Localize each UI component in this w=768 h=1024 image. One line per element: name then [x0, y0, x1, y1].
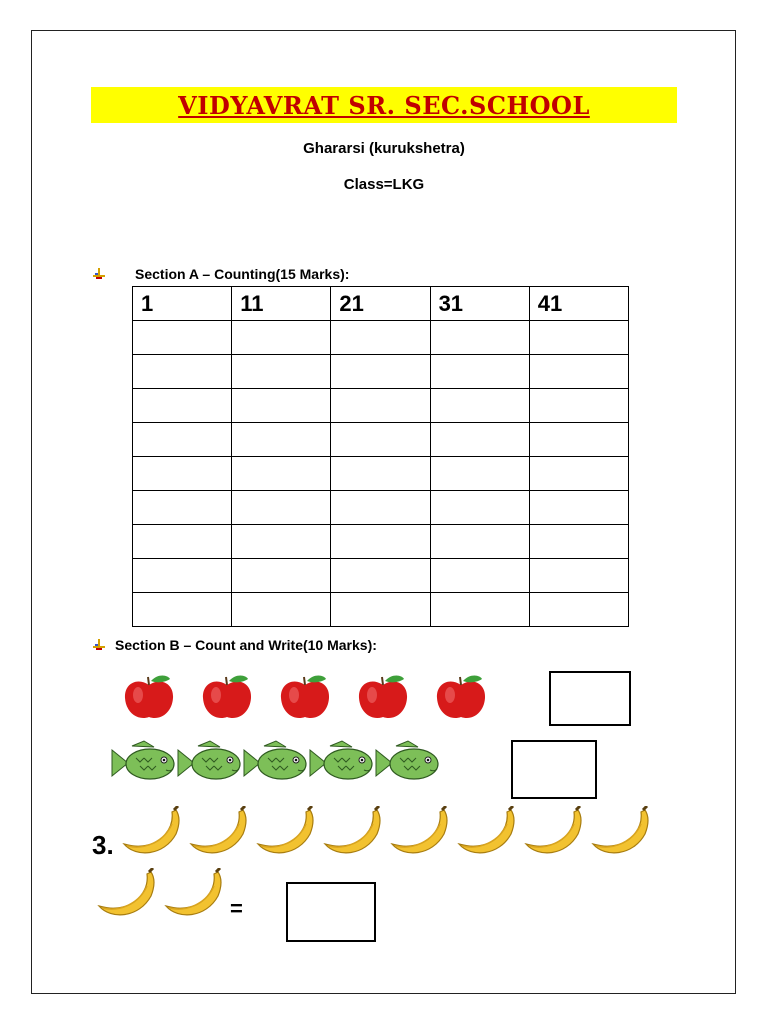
banana-icon: [187, 806, 251, 860]
blank-answer-cell[interactable]: [232, 491, 331, 525]
blank-answer-cell[interactable]: [133, 355, 232, 389]
fish-icon: [242, 740, 308, 786]
arrow-bullet-icon: [93, 639, 105, 651]
blank-answer-cell[interactable]: [331, 423, 430, 457]
blank-answer-cell[interactable]: [430, 559, 529, 593]
apple-icon: [120, 673, 178, 721]
blank-answer-cell[interactable]: [430, 593, 529, 627]
fish-icon: [374, 740, 440, 786]
banana-icon: [455, 806, 519, 860]
title-banner: [91, 87, 677, 123]
location-line: Ghararsi (kurukshetra): [303, 140, 465, 157]
table-row: [133, 525, 629, 559]
blank-answer-cell[interactable]: [232, 593, 331, 627]
section-b-label: Section B – Count and Write(10 Marks):: [115, 637, 377, 653]
blank-answer-cell[interactable]: [331, 389, 430, 423]
school-name: VIDYAVRAT SR. SEC.SCHOOL: [178, 90, 590, 120]
blank-answer-cell[interactable]: [430, 355, 529, 389]
blank-answer-cell[interactable]: [232, 457, 331, 491]
banana-icon: [95, 868, 159, 922]
blank-answer-cell[interactable]: [529, 491, 628, 525]
equals-sign: =: [230, 896, 243, 921]
fish-answer-box[interactable]: [511, 740, 597, 799]
blank-answer-cell[interactable]: [133, 389, 232, 423]
banana-icon: [321, 806, 385, 860]
blank-answer-cell[interactable]: [133, 491, 232, 525]
apple-icon: [354, 673, 412, 721]
banana-icon: [254, 806, 318, 860]
fish-icon: [176, 740, 242, 786]
start-number-cell: 21: [331, 287, 430, 321]
section-a-label: Section A – Counting(15 Marks):: [135, 266, 350, 282]
blank-answer-cell[interactable]: [133, 457, 232, 491]
table-row: [133, 355, 629, 389]
blank-answer-cell[interactable]: [232, 321, 331, 355]
bananas-row-1: [120, 806, 653, 860]
blank-answer-cell[interactable]: [331, 593, 430, 627]
blank-answer-cell[interactable]: [529, 559, 628, 593]
banana-icon: [522, 806, 586, 860]
blank-answer-cell[interactable]: [133, 559, 232, 593]
blank-answer-cell[interactable]: [331, 491, 430, 525]
section-b-heading: [93, 637, 377, 653]
blank-answer-cell[interactable]: [331, 457, 430, 491]
blank-answer-cell[interactable]: [529, 457, 628, 491]
start-number-cell: 31: [430, 287, 529, 321]
banana-icon: [589, 806, 653, 860]
fish-row: [110, 740, 440, 786]
blank-answer-cell[interactable]: [529, 593, 628, 627]
apples-row: [120, 673, 490, 721]
blank-answer-cell[interactable]: [331, 355, 430, 389]
blank-answer-cell[interactable]: [430, 491, 529, 525]
start-number-cell: 41: [529, 287, 628, 321]
table-row: [133, 321, 629, 355]
blank-answer-cell[interactable]: [430, 457, 529, 491]
blank-answer-cell[interactable]: [331, 559, 430, 593]
table-row: [133, 491, 629, 525]
fish-icon: [110, 740, 176, 786]
blank-answer-cell[interactable]: [430, 423, 529, 457]
blank-answer-cell[interactable]: [133, 321, 232, 355]
blank-answer-cell[interactable]: [232, 355, 331, 389]
blank-answer-cell[interactable]: [133, 423, 232, 457]
bananas-answer-box[interactable]: [286, 882, 376, 942]
apple-icon: [276, 673, 334, 721]
table-row: [133, 593, 629, 627]
table-header-row: [133, 287, 629, 321]
question-3-number: 3.: [92, 830, 114, 860]
blank-answer-cell[interactable]: [133, 593, 232, 627]
section-a-heading: [93, 266, 349, 282]
start-number-cell: 11: [232, 287, 331, 321]
blank-answer-cell[interactable]: [529, 423, 628, 457]
apple-icon: [432, 673, 490, 721]
apples-answer-box[interactable]: [549, 671, 631, 726]
blank-answer-cell[interactable]: [232, 559, 331, 593]
start-number-cell: 1: [133, 287, 232, 321]
counting-table: [132, 286, 629, 627]
blank-answer-cell[interactable]: [232, 423, 331, 457]
class-line: Class=LKG: [343, 176, 425, 193]
blank-answer-cell[interactable]: [430, 321, 529, 355]
blank-answer-cell[interactable]: [232, 525, 331, 559]
blank-answer-cell[interactable]: [430, 525, 529, 559]
blank-answer-cell[interactable]: [529, 525, 628, 559]
blank-answer-cell[interactable]: [529, 355, 628, 389]
blank-answer-cell[interactable]: [529, 321, 628, 355]
fish-icon: [308, 740, 374, 786]
banana-icon: [162, 868, 226, 922]
bananas-row-2: [95, 868, 226, 922]
blank-answer-cell[interactable]: [133, 525, 232, 559]
blank-answer-cell[interactable]: [529, 389, 628, 423]
apple-icon: [198, 673, 256, 721]
table-row: [133, 457, 629, 491]
banana-icon: [120, 806, 184, 860]
arrow-bullet-icon: [93, 268, 105, 280]
table-row: [133, 559, 629, 593]
table-row: [133, 389, 629, 423]
blank-answer-cell[interactable]: [331, 321, 430, 355]
blank-answer-cell[interactable]: [331, 525, 430, 559]
blank-answer-cell[interactable]: [430, 389, 529, 423]
table-row: [133, 423, 629, 457]
blank-answer-cell[interactable]: [232, 389, 331, 423]
banana-icon: [388, 806, 452, 860]
